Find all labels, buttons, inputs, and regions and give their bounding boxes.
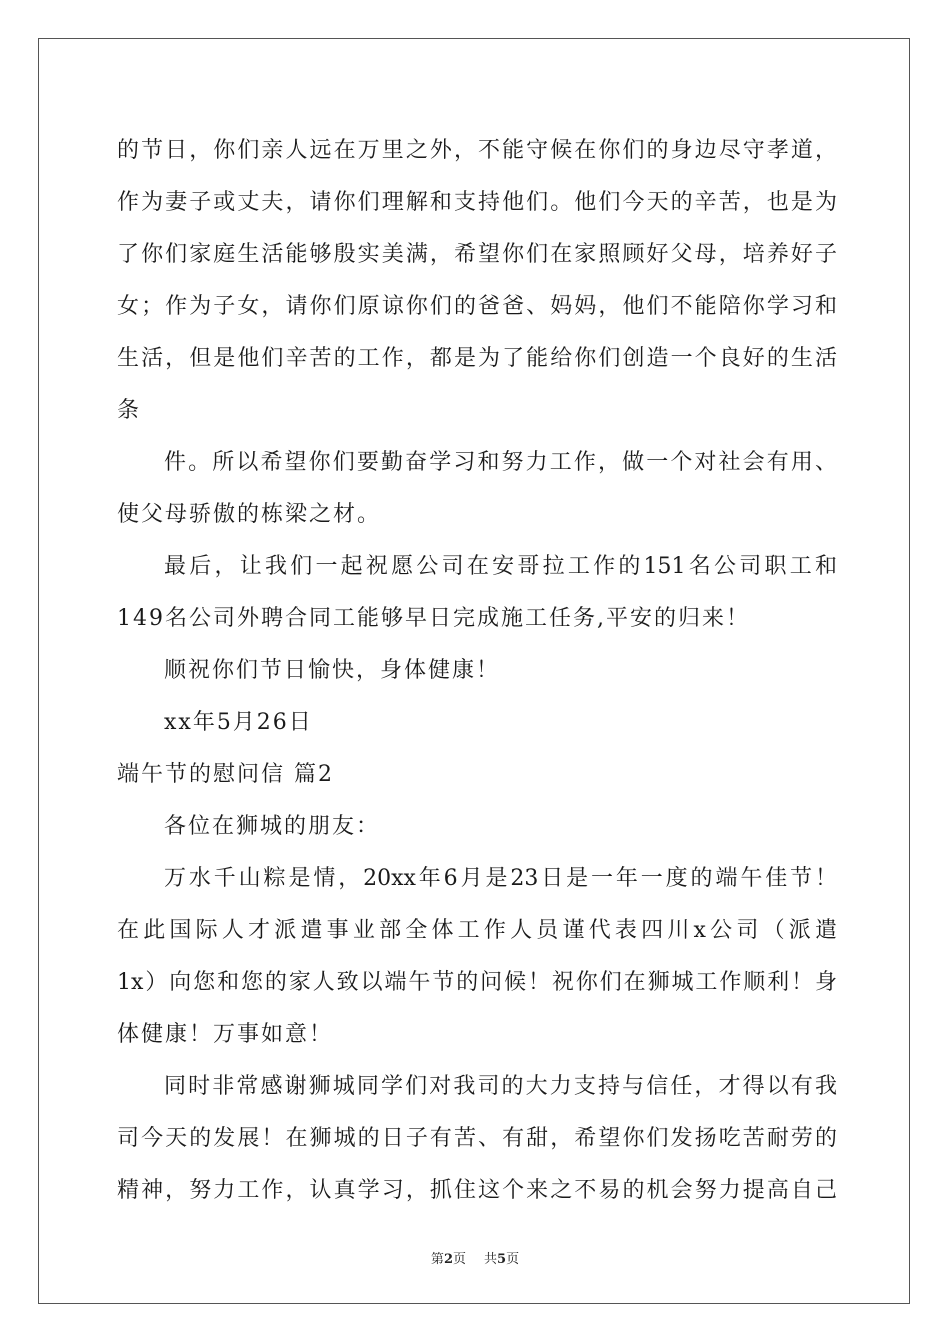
text-line: 149名公司外聘合同工能够早日完成施工任务,平安的归来！: [117, 606, 750, 631]
text-line: 体健康！万事如意！: [117, 1022, 334, 1047]
page-footer: [0, 1248, 950, 1267]
text-line: 了你们家庭生活能够殷实美满，希望你们在家照顾好父母，培养好子: [117, 242, 837, 267]
text-line: 条: [117, 398, 142, 423]
text-line: 的节日，你们亲人远在万里之外，不能守候在你们的身边尽守孝道，: [117, 138, 837, 163]
text-line: 万水千山粽是情，20xx年6月是23日是一年一度的端午佳节！: [164, 866, 837, 891]
text-line: 司今天的发展！在狮城的日子有苦、有甜，希望你们发扬吃苦耐劳的: [117, 1126, 837, 1151]
text-line: 作为妻子或丈夫，请你们理解和支持他们。他们今天的辛苦，也是为: [117, 190, 837, 215]
text-line: 端午节的慰问信 篇2: [117, 762, 334, 787]
text-line: 使父母骄傲的栋梁之材。: [117, 502, 382, 527]
text-line: 各位在狮城的朋友：: [164, 814, 381, 839]
text-line: 生活，但是他们辛苦的工作，都是为了能给你们创造一个良好的生活: [117, 346, 837, 371]
text-line: 精神，努力工作，认真学习，抓住这个来之不易的机会努力提高自己: [117, 1178, 837, 1203]
page-suffix: 页: [452, 1252, 466, 1267]
document-body: [117, 125, 837, 1217]
text-line: 最后，让我们一起祝愿公司在安哥拉工作的151名公司职工和: [164, 554, 837, 579]
page-number: 2: [443, 1252, 453, 1267]
total-pages: 5: [497, 1252, 507, 1267]
total-suffix: 页: [506, 1252, 520, 1267]
total-prefix: 共: [484, 1252, 498, 1267]
page-prefix: 第: [430, 1252, 444, 1267]
text-line: 女；作为子女，请你们原谅你们的爸爸、妈妈，他们不能陪你学习和: [117, 294, 837, 319]
text-line: xx年5月26日: [164, 710, 313, 735]
text-line: 同时非常感谢狮城同学们对我司的大力支持与信任，才得以有我: [164, 1074, 837, 1099]
text-line: 件。所以希望你们要勤奋学习和努力工作，做一个对社会有用、: [164, 450, 837, 475]
text-line: 顺祝你们节日愉快，身体健康！: [164, 658, 501, 683]
text-line: 在此国际人才派遣事业部全体工作人员谨代表四川x公司（派遣: [117, 918, 837, 943]
text-line: 1x）向您和您的家人致以端午节的问候！祝你们在狮城工作顺利！身: [117, 970, 837, 995]
